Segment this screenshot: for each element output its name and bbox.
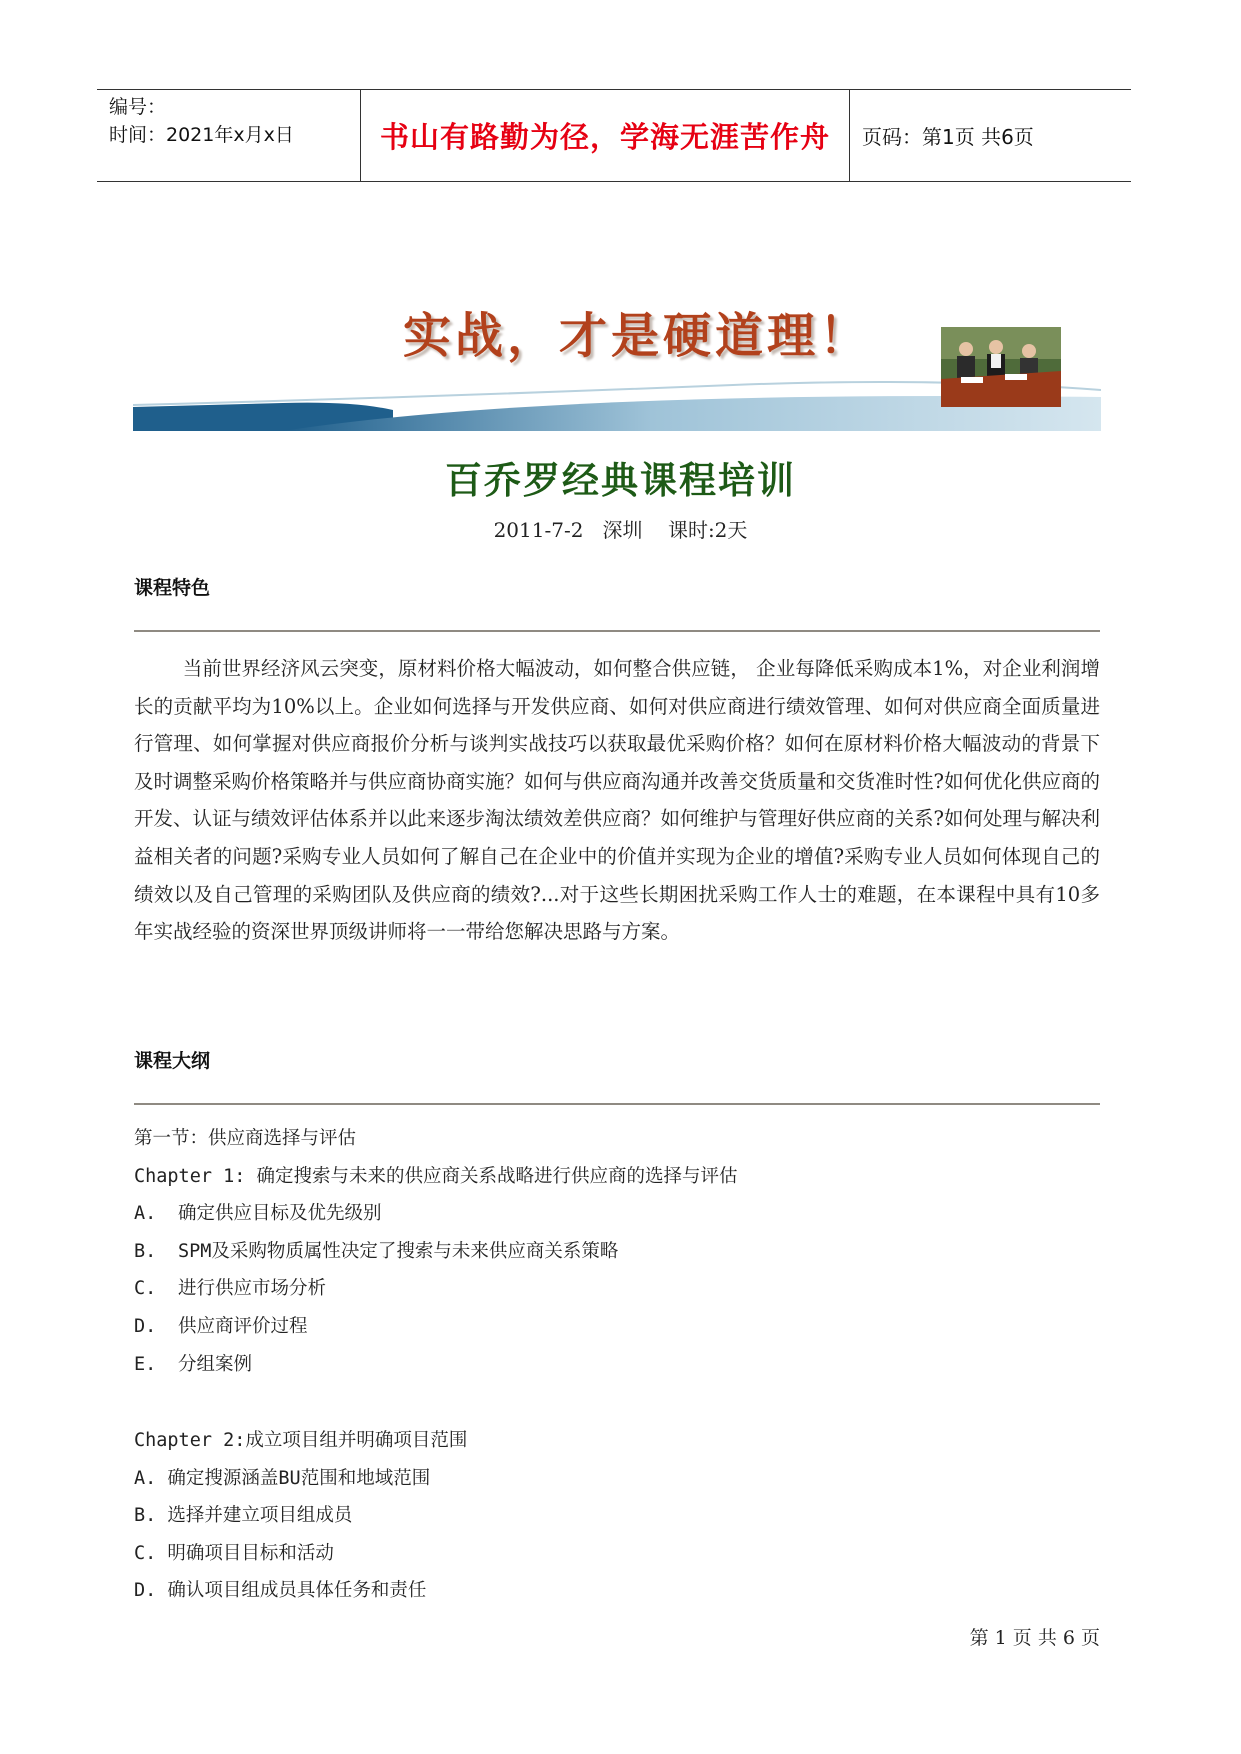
header-left-cell: [97, 90, 360, 181]
header-table: [97, 89, 1131, 182]
list-item: [134, 1308, 738, 1346]
outline-heading: 课程大纲: [134, 1050, 211, 1072]
item-letter: E.: [134, 1353, 157, 1375]
list-item: B. 选择并建立项目组成员: [134, 1505, 353, 1527]
features-divider: [134, 630, 1100, 632]
document-title: 百乔罗经典课程培训: [445, 458, 796, 502]
page-footer: 第 1 页 共 6 页: [969, 1627, 1100, 1649]
item-text: SPM及采购物质属性决定了搜索与未来供应商关系策略: [178, 1240, 619, 1262]
page-info: 页码：第1页 共6页: [862, 125, 1034, 149]
document-meta: 2011-7-2 深圳 课时:2天: [493, 518, 748, 542]
item-letter: A.: [134, 1203, 157, 1225]
banner: [133, 285, 1101, 431]
chapter-1-title: Chapter 1: 确定搜索与未来的供应商关系战略进行供应商的选择与评估: [134, 1165, 738, 1187]
serial-label: 编号：: [109, 96, 167, 118]
features-heading: 课程特色: [134, 577, 211, 599]
item-letter: C.: [134, 1278, 157, 1300]
list-item: [134, 1346, 738, 1384]
outline-divider: [134, 1103, 1100, 1105]
list-item: A. 确定搜源涵盖BU范围和地域范围: [134, 1467, 431, 1489]
item-text: 进行供应市场分析: [178, 1278, 327, 1300]
list-item: [134, 1270, 738, 1308]
banner-slogan: 实战，才是硬道理！: [403, 308, 872, 364]
motto: 书山有路勤为径，学海无涯苦作舟: [379, 120, 830, 154]
header-page-cell: [850, 90, 1131, 181]
item-letter: D.: [134, 1315, 157, 1337]
list-item: [134, 1233, 738, 1271]
header-motto-cell: [360, 90, 850, 181]
list-item: D. 确认项目组成员具体任务和责任: [134, 1580, 427, 1602]
list-item: [134, 1195, 738, 1233]
list-item: C. 明确项目目标和活动: [134, 1542, 334, 1564]
item-text: 供应商评价过程: [178, 1315, 308, 1337]
outline-section-1: [134, 1120, 738, 1383]
meeting-photo-icon: [941, 327, 1061, 407]
item-letter: B.: [134, 1240, 157, 1262]
time-label: 时间：2021年x月x日: [109, 124, 294, 146]
chapter-2-title: Chapter 2:成立项目组并明确项目范围: [134, 1430, 468, 1451]
outline-chapter-2: [134, 1422, 467, 1610]
features-paragraph: 当前世界经济风云突变，原材料价格大幅波动，如何整合供应链， 企业每降低采购成本1%，对企业利润增长的贡献平均为10%以上。企业如何选择与开发供应商、如何对供应商进行绩效管理、如何对供应商全面质量进行管理、如何掌握对供应商报价分析与谈判实战技巧以获取最优采购价格？如何在原材料价格大幅波动的背景下及时调整采购价格策略并与供应商协商实施？如何与供应商沟通并改善交货质量和交货准时性?如何优化供应商的开发、认证与绩效评估体系并以此来逐步淘汰绩效差供应商？如何维护与管理好供应商的关系?如何处理与解决利益相关者的问题?采购专业人员如何了解自己在企业中的价值并实现为企业的增值?采购专业人员如何体现自己的绩效以及自己管理的采购团队及供应商的绩效?...对于这些长期困扰采购工作人士的难题，在本课程中具有10多年实战经验的资深世界顶级讲师将一一带给您解决思路与方案。: [134, 657, 1100, 944]
section-1-title: 第一节：供应商选择与评估: [134, 1128, 357, 1149]
item-text: 分组案例: [178, 1353, 253, 1375]
item-text: 确定供应目标及优先级别: [178, 1203, 382, 1225]
